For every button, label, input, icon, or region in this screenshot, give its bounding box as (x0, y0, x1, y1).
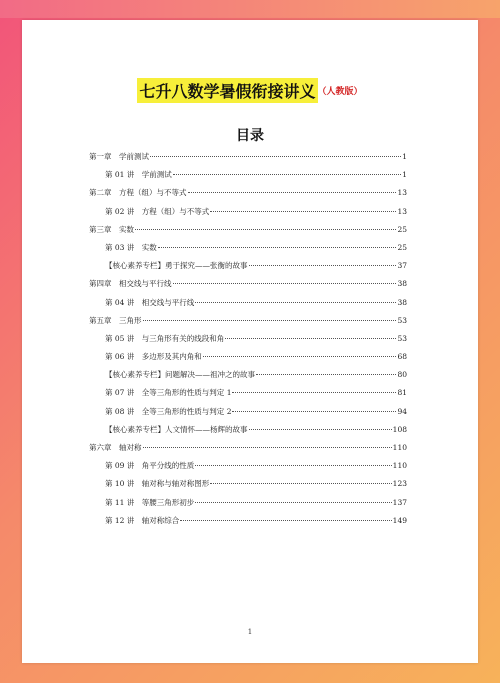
table-of-contents (89, 148, 407, 530)
toc-entry-page: 13 (397, 188, 407, 198)
toc-entry[interactable] (89, 494, 407, 512)
toc-leader-dots (249, 429, 392, 430)
toc-leader-dots (135, 229, 396, 230)
toc-entry-label: 第 05 讲 与三角形有关的线段和角 (105, 333, 225, 343)
toc-entry-page: 123 (392, 479, 407, 489)
toc-leader-dots (188, 192, 397, 193)
toc-entry-page: 68 (397, 352, 407, 362)
page-number: 1 (247, 628, 253, 636)
title-edition: （人教版） (317, 87, 363, 97)
toc-leader-dots (256, 374, 396, 375)
toc-entry-page: 38 (397, 297, 407, 307)
toc-entry-label: 第 12 讲 轴对称综合 (105, 515, 180, 525)
toc-entry-page: 137 (392, 497, 407, 507)
toc-entry-label: 【核心素养专栏】问题解决——祖冲之的故事 (105, 370, 255, 380)
document-page (22, 20, 478, 663)
toc-entry-label: 第 10 讲 轴对称与轴对称图形 (105, 479, 210, 489)
toc-entry[interactable] (89, 366, 407, 384)
toc-entry-label: 第 09 讲 角平分线的性质 (105, 461, 195, 471)
toc-leader-dots (180, 520, 391, 521)
toc-entry-label: 第一章 学前测试 (89, 152, 149, 161)
toc-entry[interactable] (89, 203, 407, 221)
toc-entry[interactable] (89, 239, 407, 257)
toc-leader-dots (232, 392, 396, 393)
toc-leader-dots (210, 483, 391, 484)
toc-entry-label: 第 04 讲 相交线与平行线 (105, 297, 195, 307)
toc-entry-page: 110 (392, 443, 407, 452)
toc-leader-dots (232, 411, 396, 412)
toc-leader-dots (173, 174, 401, 175)
toc-entry-page: 1 (402, 152, 407, 161)
toc-entry[interactable] (89, 457, 407, 475)
toc-leader-dots (143, 320, 397, 321)
toc-entry-label: 第六章 轴对称 (89, 443, 142, 452)
toc-entry-page: 149 (392, 515, 407, 525)
toc-entry[interactable] (89, 257, 407, 275)
toc-entry[interactable] (89, 348, 407, 366)
toc-entry[interactable] (89, 294, 407, 312)
title-main: 七升八数学暑假衔接讲义 (137, 78, 317, 103)
toc-leader-dots (195, 302, 396, 303)
toc-entry-page: 53 (397, 315, 407, 325)
toc-entry-page: 81 (397, 388, 407, 398)
toc-entry[interactable] (89, 184, 407, 202)
toc-entry-label: 第三章 实数 (89, 224, 134, 234)
toc-heading: 目录 (236, 128, 264, 144)
toc-entry-label: 第 01 讲 学前测试 (105, 170, 172, 180)
toc-entry[interactable] (89, 330, 407, 348)
toc-entry-page: 80 (397, 370, 407, 380)
toc-leader-dots (143, 447, 392, 448)
toc-entry-page: 37 (397, 261, 407, 271)
toc-entry-label: 第四章 相交线与平行线 (89, 279, 172, 289)
toc-entry-page: 1 (402, 170, 407, 180)
toc-entry-page: 94 (397, 406, 407, 416)
toc-entry-label: 第 08 讲 全等三角形的性质与判定 2 (105, 406, 232, 416)
toc-entry[interactable] (89, 439, 407, 457)
toc-entry-page: 108 (392, 424, 407, 434)
toc-entry-label: 第 11 讲 等腰三角形初步 (105, 497, 195, 507)
toc-entry[interactable] (89, 166, 407, 184)
toc-entry-label: 第 06 讲 多边形及其内角和 (105, 352, 202, 362)
toc-entry-label: 第二章 方程（组）与不等式 (89, 188, 187, 198)
toc-entry-label: 【核心素养专栏】勇于探究——张衡的故事 (105, 261, 248, 271)
toc-leader-dots (195, 465, 391, 466)
toc-entry[interactable] (89, 221, 407, 239)
toc-leader-dots (225, 338, 396, 339)
toc-entry-label: 第 07 讲 全等三角形的性质与判定 1 (105, 388, 232, 398)
toc-leader-dots (150, 156, 401, 157)
toc-entry-page: 110 (392, 461, 407, 471)
toc-entry-page: 25 (397, 242, 407, 252)
toc-entry-label: 【核心素养专栏】人文情怀——杨辉的故事 (105, 424, 248, 434)
toc-entry[interactable] (89, 275, 407, 293)
toc-entry[interactable] (89, 421, 407, 439)
toc-entry-label: 第五章 三角形 (89, 315, 142, 325)
toc-leader-dots (158, 247, 397, 248)
toc-entry-page: 38 (397, 279, 407, 289)
toc-entry-page: 53 (397, 333, 407, 343)
toc-entry[interactable] (89, 512, 407, 530)
top-decor-stripe (0, 0, 500, 18)
toc-entry-label: 第 03 讲 实数 (105, 242, 157, 252)
toc-entry-page: 25 (397, 224, 407, 234)
toc-leader-dots (203, 356, 397, 357)
toc-entry[interactable] (89, 475, 407, 493)
toc-entry[interactable] (89, 384, 407, 402)
toc-entry-label: 第 02 讲 方程（组）与不等式 (105, 206, 210, 216)
document-title (22, 78, 478, 103)
toc-leader-dots (210, 211, 396, 212)
toc-entry-page: 13 (397, 206, 407, 216)
toc-entry[interactable] (89, 312, 407, 330)
toc-leader-dots (173, 283, 397, 284)
toc-entry[interactable] (89, 403, 407, 421)
toc-leader-dots (249, 265, 397, 266)
toc-leader-dots (195, 502, 391, 503)
toc-entry[interactable] (89, 148, 407, 166)
